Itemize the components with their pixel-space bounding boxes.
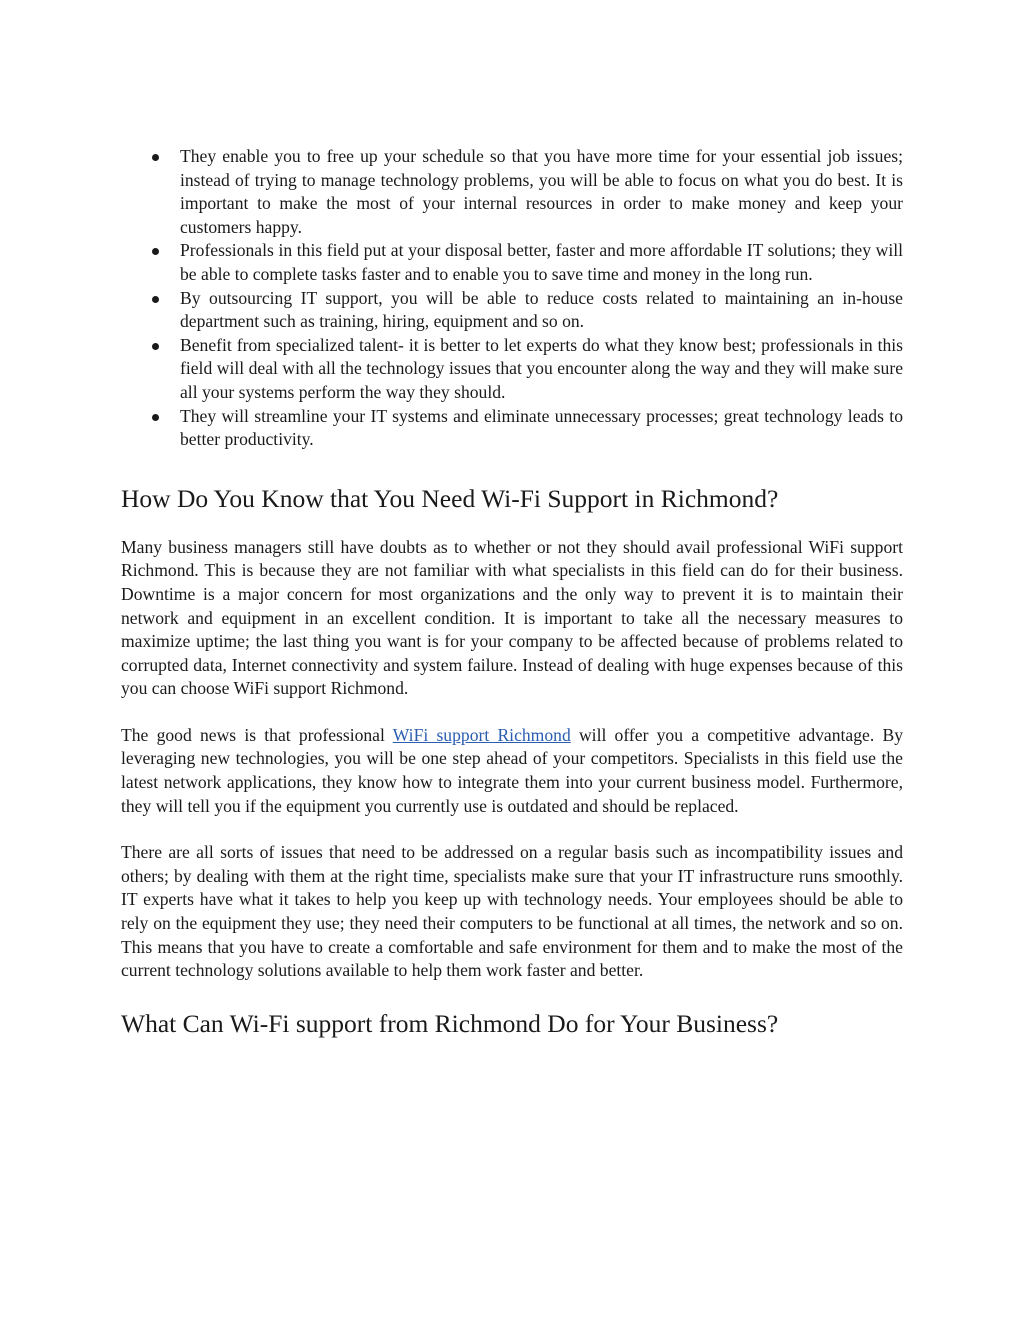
list-item [121,239,903,286]
paragraph-doubts: Many business managers still have doubts as to whether or not they should avail professional WiFi support Richmond. This is because they are not familiar with what specialists in this field can do for their business. Downtime is a major concern for most organizations and the only way to prevent it is to maintain their network and equipment in an excellent condition. It is important to take all the necessary measures to maximize uptime; the last thing you want is for your company to be affected because of problems related to corrupted data, Internet connectivity and system failure. Instead of dealing with huge expenses because of this you can choose WiFi support Richmond. [121,536,903,699]
bullet-icon [152,248,159,255]
section-heading-what-can-do: What Can Wi-Fi support from Richmond Do for Your Business? [121,1008,779,1038]
list-item [121,145,903,239]
list-item-text: They will streamline your IT systems and eliminate unnecessary processes; great technology leads to better productivity. [180,405,903,450]
section-heading-need-support: How Do You Know that You Need Wi-Fi Support in Richmond? [121,483,779,513]
list-item-text: Benefit from specialized talent- it is better to let experts do what they know best; professionals in this field will deal with all the technology issues that you encounter along the way and they will make sure all your systems perform the way they should. [180,334,903,402]
bullet-icon [152,154,159,161]
benefits-list [121,145,903,452]
list-item-text: By outsourcing IT support, you will be able to reduce costs related to maintaining an in-house department such as training, hiring, equipment and so on. [180,287,903,332]
paragraph-issues: There are all sorts of issues that need to be addressed on a regular basis such as incompatibility issues and others; by dealing with them at the right time, specialists make sure that your IT infrastructure runs smoothly. IT experts have what it takes to help you keep up with technology needs. Your employees should be able to rely on the equipment they use; they need their computers to be functional at all times, the network and so on. This means that you have to create a comfortable and safe environment for them and to make the most of the current technology solutions available to help them work faster and better. [121,842,903,981]
paragraph-text-after-link: will offer you a competitive advantage. By leveraging new technologies, you will be one step ahead of your competitors. Specialists in this field use the latest network applications, they know how to integrate them into your current business model. Furthermore, they will tell you if the equipment you currently use is outdated and should be replaced. [121,724,903,816]
paragraph-competitive-advantage [121,724,903,818]
bullet-icon [152,343,159,350]
bullet-icon [152,296,159,303]
bullet-icon [152,414,159,421]
list-item [121,405,903,452]
document-page [121,145,903,1039]
list-item [121,287,903,334]
paragraph-text-before-link: The good news is that professional [121,724,393,745]
list-item-text: They enable you to free up your schedule so that you have more time for your essential job issues; instead of trying to manage technology problems, you will be able to focus on what you do best. It is important to make the most of your internal resources in order to make money and keep your customers happy. [180,146,903,237]
wifi-support-richmond-link[interactable]: WiFi support Richmond [392,724,571,745]
list-item [121,334,903,405]
list-item-text: Professionals in this field put at your disposal better, faster and more affordable IT solutions; they will be able to complete tasks faster and to enable you to save time and money in the long run. [180,240,903,284]
